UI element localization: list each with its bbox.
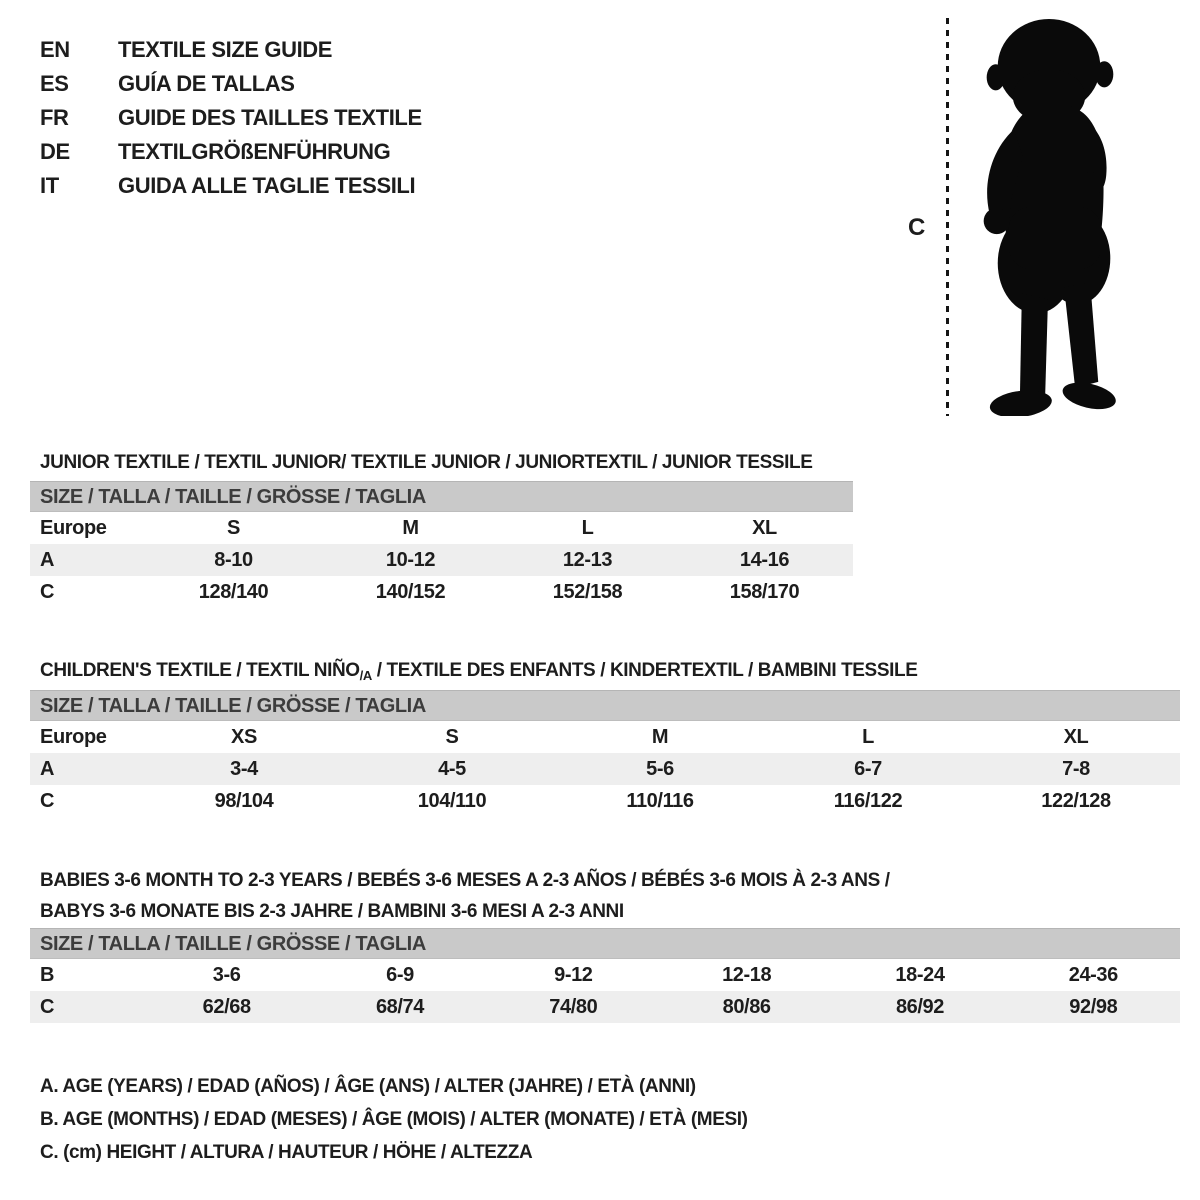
table-row [30, 753, 1180, 785]
language-row [40, 169, 422, 203]
table-cell: 8-10 [214, 548, 253, 571]
guide-title: GUÍA DE TALLAS [118, 71, 295, 96]
column-header: L [581, 516, 594, 539]
legend-line-b: B. AGE (MONTHS) / EDAD (MESES) / ÂGE (MOIS) / ALTER (MONATE) / ETÀ (MESI) [40, 1109, 748, 1130]
language-title-list [40, 33, 422, 203]
language-row [40, 67, 422, 101]
language-row [40, 101, 422, 135]
table-cell: 6-7 [854, 757, 882, 780]
table-cell: 74/80 [549, 995, 598, 1018]
guide-title: GUIDE DES TAILLES TEXTILE [118, 105, 422, 130]
table-header-row [30, 512, 853, 544]
table-row [30, 959, 1180, 991]
babies-section-title [40, 865, 890, 927]
guide-title: TEXTILGRÖßENFÜHRUNG [118, 139, 391, 164]
table-cell: 92/98 [1069, 995, 1118, 1018]
table-cell: 104/110 [417, 789, 487, 812]
table-cell: 24-36 [1068, 963, 1118, 986]
table-cell: 5-6 [646, 757, 674, 780]
table-cell: 140/152 [375, 580, 446, 603]
table-row [30, 785, 1180, 817]
row-label: A [40, 548, 55, 571]
junior-section-title: JUNIOR TEXTILE / TEXTIL JUNIOR/ TEXTILE JUNIOR / JUNIORTEXTIL / JUNIOR TESSILE [40, 451, 813, 473]
table-cell: 10-12 [385, 548, 436, 571]
column-header: S [227, 516, 240, 539]
column-header: M [651, 725, 669, 748]
table-cell: 122/128 [1041, 789, 1111, 812]
table-cell: 98/104 [214, 789, 274, 812]
table-cell: 62/68 [202, 995, 251, 1018]
table-cell: 3-4 [230, 757, 258, 780]
row-label: C [40, 789, 55, 812]
guide-title: GUIDA ALLE TAGLIE TESSILI [118, 173, 416, 198]
table-cell: 68/74 [375, 995, 425, 1018]
language-code: DE [40, 139, 70, 164]
column-header: M [402, 516, 419, 539]
table-cell: 6-9 [386, 963, 414, 986]
babies-title-line2: BABYS 3-6 MONATE BIS 2-3 JAHRE / BAMBINI 3-6 MESI A 2-3 ANNI [40, 900, 624, 922]
language-code: EN [40, 37, 70, 62]
guide-title: TEXTILE SIZE GUIDE [118, 37, 333, 62]
children-section-title [40, 660, 917, 683]
children-title-suffix: / TEXTILE DES ENFANTS / KINDERTEXTIL / BAMBINI TESSILE [371, 659, 918, 681]
table-row [30, 991, 1180, 1023]
table-cell: 14-16 [739, 548, 790, 571]
row-label: B [40, 963, 55, 986]
table-row [30, 544, 853, 576]
table-cell: 128/140 [198, 580, 269, 603]
table-row [30, 576, 853, 608]
column-header: Europe [40, 725, 107, 748]
size-header-bar: SIZE / TALLA / TAILLE / GRÖSSE / TAGLIA [30, 690, 1180, 721]
junior-size-table [30, 481, 853, 608]
column-header: XL [1063, 725, 1089, 748]
table-cell: 3-6 [212, 963, 241, 986]
children-title-subscript: /A [359, 667, 372, 683]
children-size-table [30, 690, 1180, 817]
row-label: C [40, 995, 55, 1018]
column-header: L [862, 725, 874, 748]
table-cell: 12-18 [722, 963, 772, 986]
table-cell: 18-24 [895, 963, 945, 986]
size-header-bar: SIZE / TALLA / TAILLE / GRÖSSE / TAGLIA [30, 481, 853, 512]
table-cell: 12-13 [562, 548, 613, 571]
children-title-prefix: CHILDREN'S TEXTILE / TEXTIL NIÑO [40, 659, 360, 681]
language-row [40, 33, 422, 67]
table-cell: 9-12 [554, 963, 593, 986]
column-header: Europe [40, 516, 107, 539]
row-label: A [40, 757, 55, 780]
size-header-bar: SIZE / TALLA / TAILLE / GRÖSSE / TAGLIA [30, 928, 1180, 959]
column-header: XL [752, 516, 777, 539]
language-code: ES [40, 71, 69, 96]
babies-size-table [30, 928, 1180, 1023]
babies-title-line1: BABIES 3-6 MONTH TO 2-3 YEARS / BEBÉS 3-6 MESES A 2-3 AÑOS / BÉBÉS 3-6 MOIS À 2-3 ANS / [40, 869, 890, 891]
column-header: XS [231, 725, 257, 748]
language-code: IT [40, 173, 59, 198]
table-cell: 80/86 [722, 995, 771, 1018]
toddler-silhouette-icon [963, 14, 1137, 416]
table-cell: 110/116 [626, 789, 694, 812]
table-cell: 7-8 [1062, 757, 1090, 780]
height-measure-label: C [908, 214, 925, 241]
table-cell: 158/170 [729, 580, 800, 603]
column-header: S [445, 725, 459, 748]
table-header-row [30, 721, 1180, 753]
table-cell: 152/158 [552, 580, 623, 603]
table-cell: 86/92 [895, 995, 944, 1018]
height-dashed-line [946, 18, 949, 416]
language-code: FR [40, 105, 69, 130]
table-cell: 116/122 [833, 789, 903, 812]
legend-line-a: A. AGE (YEARS) / EDAD (AÑOS) / ÂGE (ANS) / ALTER (JAHRE) / ETÀ (ANNI) [40, 1076, 696, 1097]
language-row [40, 135, 422, 169]
legend-line-c: C. (cm) HEIGHT / ALTURA / HAUTEUR / HÖHE / ALTEZZA [40, 1142, 533, 1163]
row-label: C [40, 580, 55, 603]
table-cell: 4-5 [438, 757, 466, 780]
measure-legend [40, 1070, 748, 1169]
